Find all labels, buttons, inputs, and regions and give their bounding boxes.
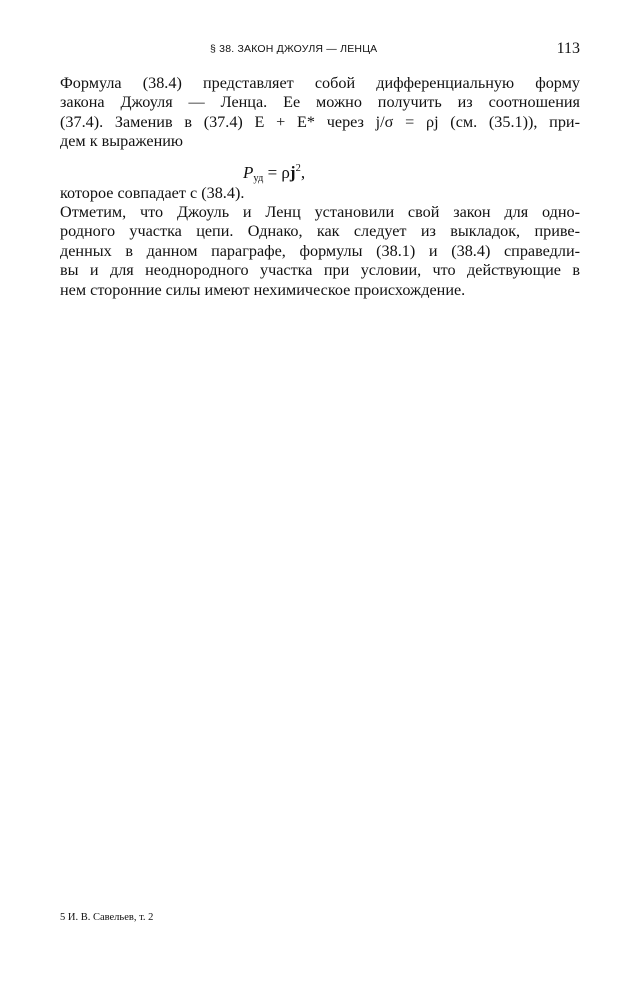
running-title: § 38. ЗАКОН ДЖОУЛЯ — ЛЕНЦА — [210, 43, 378, 55]
formula-exponent: 2 — [295, 162, 301, 174]
text-line: закона Джоуля — Ленца. Ее можно получить из соотношения — [60, 93, 580, 112]
text-line: вы и для неоднородного участка при условии, что действующие в — [60, 261, 580, 280]
formula-current-density: j — [289, 162, 296, 182]
text-line: нем сторонние силы имеют нехимическое происхождение. — [60, 280, 466, 299]
body-text — [60, 74, 580, 300]
text-line: Формула (38.4) представляет собой дифференциальную форму — [60, 74, 580, 92]
paragraph-2 — [60, 203, 580, 300]
running-head — [60, 40, 580, 62]
formula-specific-power — [243, 153, 305, 195]
formula-lhs-subscript: уд — [253, 172, 264, 184]
text-line: которое совпадает с (38.4). — [60, 183, 245, 202]
text-line: (37.4). Заменив в (37.4) E + E* через j/σ = ρj (см. (35.1)), при- — [60, 112, 580, 131]
formula-lhs: P — [243, 162, 254, 182]
text-line: дем к выражению — [60, 132, 183, 151]
paragraph-1 — [60, 74, 580, 152]
text-line: Отметим, что Джоуль и Ленц установили свой закон для одно- — [60, 202, 580, 221]
page-number: 113 — [556, 40, 580, 57]
signature-mark: 5 И. В. Савельев, т. 2 — [60, 912, 154, 923]
text-line: денных в данном параграфе, формулы (38.1) и (38.4) справедли- — [60, 241, 580, 260]
formula-rho: ρ — [281, 162, 290, 182]
text-line: родного участка цепи. Однако, как следует из выкладок, приве- — [60, 222, 580, 241]
formula-equals: = — [263, 162, 282, 182]
formula-comma: , — [300, 162, 306, 182]
formula-block — [60, 152, 580, 184]
